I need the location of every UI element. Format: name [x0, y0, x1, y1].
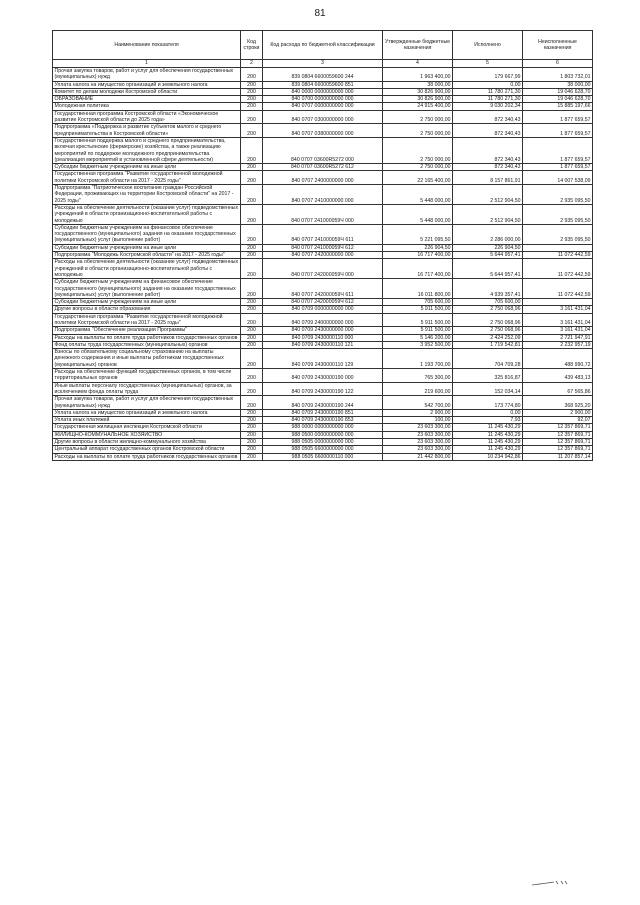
column-number-row — [53, 60, 593, 68]
row-approved: 1 963 400,00 — [383, 68, 453, 82]
row-unexecuted: 15 885 197,66 — [523, 103, 593, 110]
handwritten-mark — [530, 878, 570, 888]
row-executed: 872 340,43 — [453, 164, 523, 171]
row-executed: 2 750 068,96 — [453, 306, 523, 313]
row-executed: 0,00 — [453, 81, 523, 88]
row-kbk: 840 0709 2430000190 244 — [263, 396, 383, 410]
row-name: Прочая закупка товаров, работ и услуг для обеспечения государственных (муниципальных) нужд — [53, 396, 241, 410]
column-number: 1 — [53, 60, 241, 68]
row-name: Другие вопросы в области образования — [53, 306, 241, 313]
row-executed: 7,93 — [453, 417, 523, 424]
row-kbk: 840 0709 2430000110 000 — [263, 334, 383, 341]
row-code: 200 — [241, 164, 263, 171]
row-name: Государственная жилищная инспекция Костромской области — [53, 424, 241, 431]
row-executed: 152 034,14 — [453, 382, 523, 396]
row-approved: 5 448 000,00 — [383, 204, 453, 224]
header-approved: Утвержденные бюджетные назначения — [383, 31, 453, 60]
row-name: Субсидии бюджетным учреждениям на иные цели — [53, 244, 241, 251]
header-kbk: Код расхода по бюджетной классификации — [263, 31, 383, 60]
row-kbk: 840 0707 2410000000 000 — [263, 185, 383, 205]
row-executed: 8 157 861,91 — [453, 171, 523, 185]
table-row — [53, 252, 593, 259]
row-approved: 30 826 900,00 — [383, 96, 453, 103]
table-row — [53, 103, 593, 110]
row-unexecuted: 19 046 628,70 — [523, 96, 593, 103]
table-row — [53, 327, 593, 334]
row-name: Молодежная политика — [53, 103, 241, 110]
row-approved: 100,00 — [383, 417, 453, 424]
row-approved: 765 300,00 — [383, 369, 453, 383]
row-code: 200 — [241, 424, 263, 431]
row-kbk: 840 0707 242000059Ч 612 — [263, 299, 383, 306]
row-name: Фонд оплаты труда государственных (муниципальных) органов — [53, 341, 241, 348]
row-name: Расходы на обеспечение деятельности (оказание услуг) подведомственных учреждений в области организационно-воспитательной работы с молодежью — [53, 204, 241, 224]
row-kbk: 840 0707 241000059Ч 612 — [263, 244, 383, 251]
row-name: Подпрограмма "Молодежь Костромской области" на 2017 - 2025 годы" — [53, 252, 241, 259]
row-executed: 1 719 542,81 — [453, 341, 523, 348]
row-kbk: 988 0500 0000000000 000 — [263, 431, 383, 438]
row-kbk: 840 0707 0000000000 000 — [263, 103, 383, 110]
row-unexecuted: 1 877 659,57 — [523, 164, 593, 171]
row-unexecuted: 11 072 442,59 — [523, 259, 593, 279]
row-unexecuted: 488 990,72 — [523, 349, 593, 369]
row-kbk: 840 0709 2430000110 121 — [263, 341, 383, 348]
row-name: Государственная программа "Развитие государственной молодежной политики Костромской области на 2017 - 2025 годы" — [53, 313, 241, 327]
row-kbk: 840 0707 0300000000 000 — [263, 110, 383, 124]
row-kbk: 840 0707 241000059Ч 000 — [263, 204, 383, 224]
row-unexecuted: 1 803 732,01 — [523, 68, 593, 82]
table-row — [53, 88, 593, 95]
row-executed: 2 512 904,50 — [453, 185, 523, 205]
row-unexecuted: 14 007 538,09 — [523, 171, 593, 185]
table-row — [53, 424, 593, 431]
row-kbk: 840 0709 2430000110 129 — [263, 349, 383, 369]
row-unexecuted: 11 072 442,59 — [523, 252, 593, 259]
row-approved: 16 011 800,00 — [383, 279, 453, 299]
row-code: 200 — [241, 252, 263, 259]
row-kbk: 840 0707 03600R5272 612 — [263, 164, 383, 171]
row-code: 200 — [241, 446, 263, 453]
row-name: ОБРАЗОВАНИЕ — [53, 96, 241, 103]
row-name: Субсидии бюджетным учреждениям на финансовое обеспечение государственного (муниципального) задания на оказание государственных (муниципальных) услуг (выполнение работ) — [53, 279, 241, 299]
row-executed: 2 424 252,09 — [453, 334, 523, 341]
table-row — [53, 68, 593, 82]
row-kbk: 988 0000 0000000000 000 — [263, 424, 383, 431]
table-row — [53, 299, 593, 306]
row-unexecuted: 2 935 095,50 — [523, 224, 593, 244]
row-name: Расходы на обеспечение деятельности (оказание услуг) подведомственных учреждений в области организационно-воспитательной работы с молодежью — [53, 259, 241, 279]
row-kbk: 840 0707 241000059Ч 611 — [263, 224, 383, 244]
row-code: 200 — [241, 453, 263, 460]
row-executed: 9 030 202,34 — [453, 103, 523, 110]
row-code: 200 — [241, 299, 263, 306]
row-code: 200 — [241, 313, 263, 327]
table-row — [53, 137, 593, 163]
row-approved: 38 000,00 — [383, 81, 453, 88]
row-name: Подпрограмма "Обеспечение реализации Программы" — [53, 327, 241, 334]
row-name: Иные выплаты персоналу государственных (муниципальных) органов, за исключением фонда оплаты труда — [53, 382, 241, 396]
row-code: 200 — [241, 409, 263, 416]
header-unexecuted: Неисполненные назначения — [523, 31, 593, 60]
row-name: Субсидии бюджетным учреждениям на иные цели — [53, 164, 241, 171]
table-row — [53, 369, 593, 383]
row-kbk: 840 0000 0000000000 000 — [263, 88, 383, 95]
row-executed: 173 774,80 — [453, 396, 523, 410]
row-code: 200 — [241, 382, 263, 396]
row-executed: 11 245 430,29 — [453, 446, 523, 453]
row-approved: 23 603 300,00 — [383, 446, 453, 453]
row-name: Субсидии бюджетным учреждениям на финансовое обеспечение государственного (муниципального) задания на оказание государственных (муниципальных) услуг (выполнение работ) — [53, 224, 241, 244]
row-unexecuted: 1 877 659,57 — [523, 110, 593, 124]
row-code: 200 — [241, 259, 263, 279]
row-approved: 542 700,00 — [383, 396, 453, 410]
row-code: 200 — [241, 417, 263, 424]
row-name: Подпрограмма «Поддержка и развитие субъектов малого и среднего предпринимательства в Костромской области» — [53, 124, 241, 138]
row-unexecuted: 1 877 659,57 — [523, 124, 593, 138]
row-code: 200 — [241, 124, 263, 138]
header-name: Наименование показателя — [53, 31, 241, 60]
row-unexecuted: 12 357 869,71 — [523, 439, 593, 446]
row-code: 200 — [241, 224, 263, 244]
column-number: 5 — [453, 60, 523, 68]
header-executed: Исполнено — [453, 31, 523, 60]
row-approved: 24 915 400,00 — [383, 103, 453, 110]
table-row — [53, 409, 593, 416]
row-code: 200 — [241, 439, 263, 446]
table-row — [53, 313, 593, 327]
row-executed: 2 286 000,00 — [453, 224, 523, 244]
row-code: 200 — [241, 96, 263, 103]
row-executed: 11 780 271,30 — [453, 88, 523, 95]
table-row — [53, 164, 593, 171]
row-name: Центральный аппарат государственных органов Костромской области — [53, 446, 241, 453]
row-executed: 11 245 430,29 — [453, 424, 523, 431]
row-executed: 705 600,00 — [453, 299, 523, 306]
column-number: 3 — [263, 60, 383, 68]
row-executed: 11 245 430,29 — [453, 439, 523, 446]
row-unexecuted: 368 925,20 — [523, 396, 593, 410]
row-code: 200 — [241, 341, 263, 348]
row-code: 200 — [241, 327, 263, 334]
row-kbk: 840 0707 242000059Ч 611 — [263, 279, 383, 299]
row-name: Государственная программа Костромской области «Экономическое развитие Костромской области до 2025 года» — [53, 110, 241, 124]
row-executed: 179 667,99 — [453, 68, 523, 82]
page-number: 81 — [314, 8, 326, 19]
table-row — [53, 334, 593, 341]
row-name: Подпрограмма "Патриотическое воспитание граждан Российской Федерации, проживающих на территории Костромской области" на 2017 - 2025 годы" — [53, 185, 241, 205]
row-approved: 219 600,00 — [383, 382, 453, 396]
row-code: 200 — [241, 306, 263, 313]
row-kbk: 840 0709 2430000190 851 — [263, 409, 383, 416]
row-name: Уплата налога на имущество организаций и земельного налога — [53, 409, 241, 416]
table-row — [53, 439, 593, 446]
row-kbk: 988 0505 6600000110 000 — [263, 453, 383, 460]
row-approved: 21 442 800,00 — [383, 453, 453, 460]
row-name: Государственная поддержка малого и среднего предпринимательства, включая крестьянские (фермерские) хозяйства, а также реализацию мероприятий по поддержке молодежного предпринимательства (реализация мероприятий в установленной сфере деятельности) — [53, 137, 241, 163]
row-name: Расходы на обеспечение функций государственных органов, в том числе территориальных органов — [53, 369, 241, 383]
table-row — [53, 446, 593, 453]
row-executed: 0,00 — [453, 409, 523, 416]
row-kbk: 840 0709 2430000190 000 — [263, 369, 383, 383]
row-name: Расходы на выплаты по оплате труда работников государственных органов — [53, 453, 241, 460]
table-row — [53, 431, 593, 438]
row-unexecuted: 2 900,00 — [523, 409, 593, 416]
row-approved: 5 146 200,00 — [383, 334, 453, 341]
row-unexecuted: 11 072 442,59 — [523, 279, 593, 299]
row-code: 200 — [241, 137, 263, 163]
row-kbk: 840 0707 0380000000 000 — [263, 124, 383, 138]
row-approved: 2 750 000,00 — [383, 164, 453, 171]
row-unexecuted: 1 877 659,57 — [523, 137, 593, 163]
row-name: Уплата иных платежей — [53, 417, 241, 424]
row-approved: 22 165 400,00 — [383, 171, 453, 185]
row-unexecuted: 67 565,86 — [523, 382, 593, 396]
row-approved: 5 911 500,00 — [383, 327, 453, 334]
budget-execution-table — [52, 30, 593, 461]
table-row — [53, 306, 593, 313]
row-unexecuted: 3 161 431,04 — [523, 306, 593, 313]
row-kbk: 839 0804 6600059600 851 — [263, 81, 383, 88]
table-row — [53, 171, 593, 185]
row-executed: 2 512 904,50 — [453, 204, 523, 224]
row-kbk: 840 0709 2430000000 000 — [263, 327, 383, 334]
row-code: 200 — [241, 68, 263, 82]
row-executed: 11 780 271,30 — [453, 96, 523, 103]
row-executed: 2 750 068,96 — [453, 313, 523, 327]
table-row — [53, 81, 593, 88]
row-executed: 4 939 357,41 — [453, 279, 523, 299]
row-approved: 2 750 000,00 — [383, 124, 453, 138]
row-code: 200 — [241, 349, 263, 369]
row-executed: 704 709,28 — [453, 349, 523, 369]
row-executed: 2 750 068,96 — [453, 327, 523, 334]
row-kbk: 840 0707 2420000000 000 — [263, 252, 383, 259]
row-kbk: 840 0709 2400000000 000 — [263, 313, 383, 327]
row-code: 200 — [241, 110, 263, 124]
column-number: 6 — [523, 60, 593, 68]
row-approved: 23 603 300,00 — [383, 431, 453, 438]
row-executed: 11 245 430,29 — [453, 431, 523, 438]
row-approved: 23 603 300,00 — [383, 424, 453, 431]
row-name: Другие вопросы в области жилищно-коммунального хозяйства — [53, 439, 241, 446]
row-approved: 2 900,00 — [383, 409, 453, 416]
row-unexecuted: 38 000,00 — [523, 81, 593, 88]
row-code: 200 — [241, 81, 263, 88]
row-executed: 872 340,43 — [453, 110, 523, 124]
row-approved: 226 904,50 — [383, 244, 453, 251]
row-kbk: 840 0707 03600R5272 000 — [263, 137, 383, 163]
table-row — [53, 417, 593, 424]
row-name: Субсидии бюджетным учреждениям на иные цели — [53, 299, 241, 306]
table-row — [53, 204, 593, 224]
row-code: 200 — [241, 431, 263, 438]
table-row — [53, 185, 593, 205]
row-code: 200 — [241, 279, 263, 299]
row-name: Расходы на выплаты по оплате труда работников государственных органов — [53, 334, 241, 341]
row-approved: 3 952 500,00 — [383, 341, 453, 348]
row-unexecuted: 12 357 869,71 — [523, 424, 593, 431]
row-unexecuted: 12 357 869,71 — [523, 431, 593, 438]
table-row — [53, 279, 593, 299]
table-row — [53, 244, 593, 251]
column-number: 4 — [383, 60, 453, 68]
row-name: Взносы по обязательному социальному страхованию на выплаты денежного содержания и иные выплаты работникам государственных (муниципальных) органов — [53, 349, 241, 369]
column-number: 2 — [241, 60, 263, 68]
header-code: Код строки — [241, 31, 263, 60]
row-code: 200 — [241, 185, 263, 205]
row-unexecuted: 11 207 857,14 — [523, 453, 593, 460]
row-approved: 23 603 300,00 — [383, 439, 453, 446]
row-unexecuted: 2 721 947,91 — [523, 334, 593, 341]
row-name: Уплата налога на имущество организаций и земельного налога — [53, 81, 241, 88]
row-unexecuted: 3 161 431,04 — [523, 313, 593, 327]
table-row — [53, 96, 593, 103]
row-approved: 5 911 500,00 — [383, 306, 453, 313]
row-approved: 1 193 700,00 — [383, 349, 453, 369]
table-body — [53, 68, 593, 461]
row-name: Прочая закупка товаров, работ и услуг для обеспечения государственных (муниципальных) нужд — [53, 68, 241, 82]
table-row — [53, 453, 593, 460]
row-code: 200 — [241, 103, 263, 110]
row-kbk: 840 0707 2400000000 000 — [263, 171, 383, 185]
header-row — [53, 31, 593, 60]
row-unexecuted — [523, 299, 593, 306]
row-kbk: 840 0707 242000059Ч 000 — [263, 259, 383, 279]
row-code: 200 — [241, 171, 263, 185]
row-code: 200 — [241, 204, 263, 224]
row-executed: 325 816,87 — [453, 369, 523, 383]
table-row — [53, 259, 593, 279]
row-unexecuted: 92,07 — [523, 417, 593, 424]
row-executed: 5 644 957,41 — [453, 252, 523, 259]
row-approved: 2 750 000,00 — [383, 137, 453, 163]
row-approved: 5 448 000,00 — [383, 185, 453, 205]
row-executed: 872 340,43 — [453, 137, 523, 163]
table-row — [53, 349, 593, 369]
row-executed: 5 644 957,41 — [453, 259, 523, 279]
row-name: Государственная программа "Развитие государственной молодежной политики Костромской области на 2017 - 2025 годы" — [53, 171, 241, 185]
row-kbk: 840 0709 0000000000 000 — [263, 306, 383, 313]
row-kbk: 988 0505 0000000000 000 — [263, 439, 383, 446]
row-code: 200 — [241, 396, 263, 410]
table-row — [53, 224, 593, 244]
row-unexecuted: 12 357 869,71 — [523, 446, 593, 453]
row-executed: 226 904,50 — [453, 244, 523, 251]
row-approved: 2 750 000,00 — [383, 110, 453, 124]
row-kbk: 840 0700 0000000000 000 — [263, 96, 383, 103]
row-unexecuted: 2 232 957,19 — [523, 341, 593, 348]
table-row — [53, 382, 593, 396]
row-code: 200 — [241, 88, 263, 95]
row-approved: 705 600,00 — [383, 299, 453, 306]
table-row — [53, 341, 593, 348]
row-kbk: 840 0709 2430000190 853 — [263, 417, 383, 424]
table-row — [53, 396, 593, 410]
row-kbk: 839 0804 6600059600 244 — [263, 68, 383, 82]
row-unexecuted: 2 935 095,50 — [523, 185, 593, 205]
row-executed: 872 340,43 — [453, 124, 523, 138]
row-unexecuted: 439 483,13 — [523, 369, 593, 383]
row-kbk: 988 0505 6600000000 000 — [263, 446, 383, 453]
row-code: 200 — [241, 369, 263, 383]
row-executed: 10 234 942,86 — [453, 453, 523, 460]
row-approved: 30 826 900,00 — [383, 88, 453, 95]
row-name: Комитет по делам молодежи Костромской области — [53, 88, 241, 95]
row-code: 200 — [241, 334, 263, 341]
row-unexecuted — [523, 244, 593, 251]
row-code: 200 — [241, 244, 263, 251]
row-approved: 16 717 400,00 — [383, 252, 453, 259]
row-approved: 5 911 500,00 — [383, 313, 453, 327]
row-kbk: 840 0709 2430000190 122 — [263, 382, 383, 396]
row-approved: 5 221 095,50 — [383, 224, 453, 244]
row-name: ЖИЛИЩНО-КОММУНАЛЬНОЕ ХОЗЯЙСТВО — [53, 431, 241, 438]
row-unexecuted: 19 046 628,70 — [523, 88, 593, 95]
row-unexecuted: 2 935 095,50 — [523, 204, 593, 224]
table-row — [53, 110, 593, 124]
table-row — [53, 124, 593, 138]
row-approved: 16 717 400,00 — [383, 259, 453, 279]
row-unexecuted: 3 161 431,04 — [523, 327, 593, 334]
